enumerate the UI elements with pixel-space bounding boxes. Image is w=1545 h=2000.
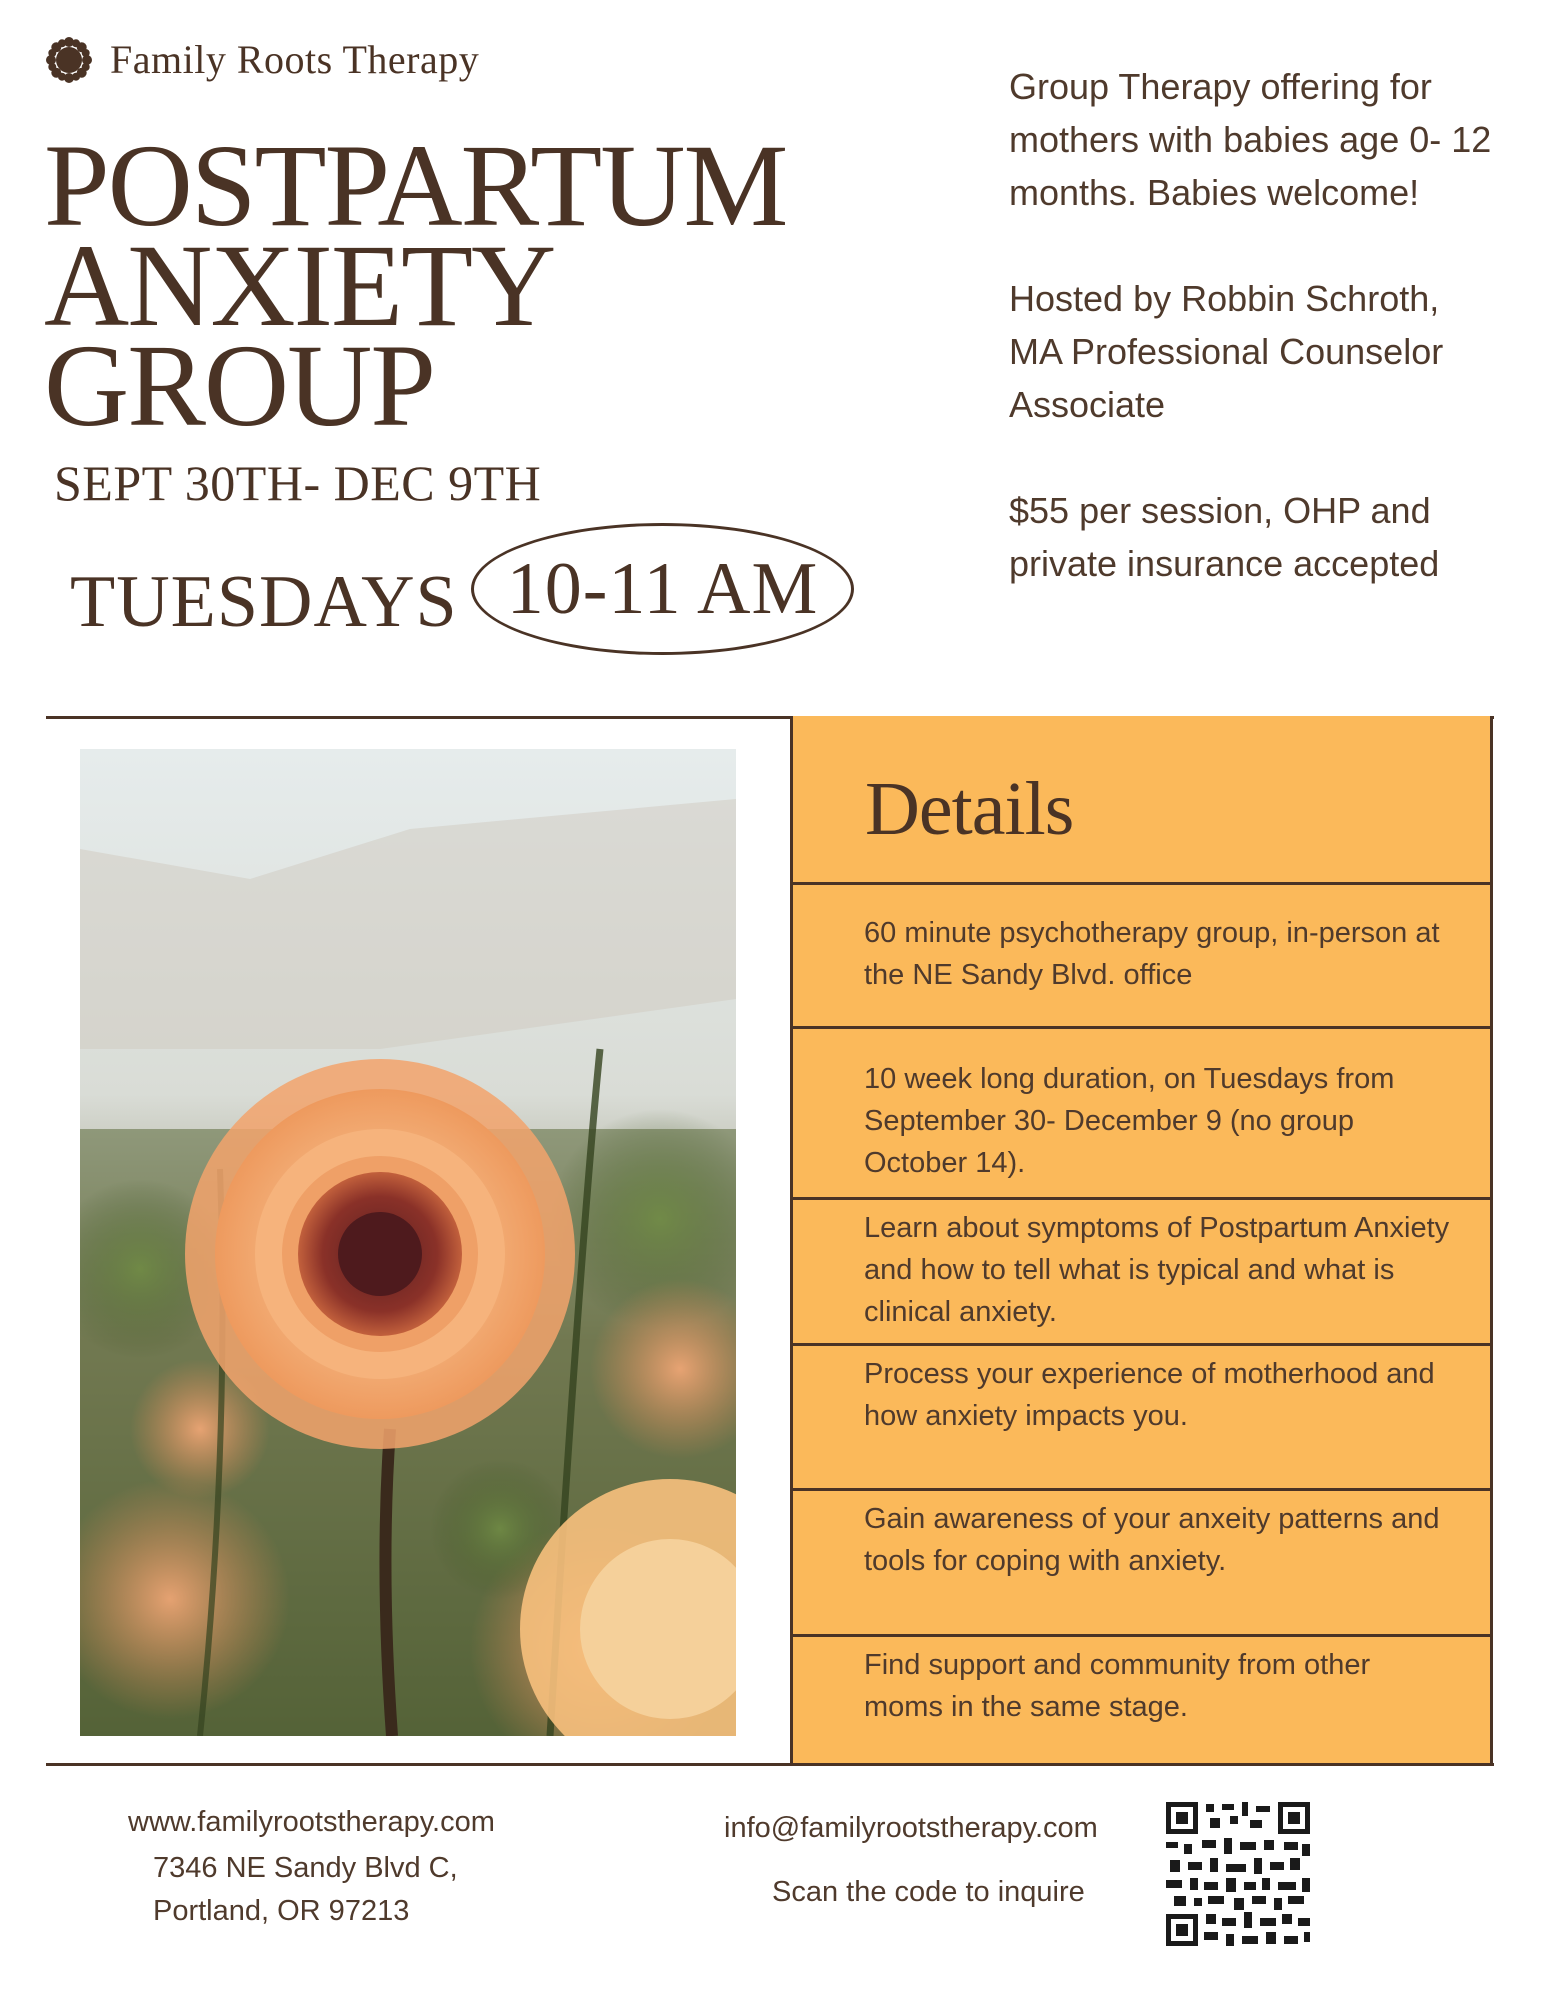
- scan-instruction: Scan the code to inquire: [772, 1876, 1085, 1908]
- meeting-time: 10-11 AM: [506, 547, 819, 630]
- details-divider: [793, 882, 1490, 885]
- info-column: [1009, 60, 1499, 643]
- details-divider: [793, 1197, 1490, 1200]
- details-panel: [790, 716, 1493, 1766]
- details-divider: [793, 1343, 1490, 1346]
- meeting-time-badge: [471, 523, 854, 655]
- email-link[interactable]: info@familyrootstherapy.com: [724, 1812, 1098, 1844]
- meeting-day: TUESDAYS: [70, 561, 458, 643]
- website-link[interactable]: www.familyrootstherapy.com: [128, 1806, 495, 1838]
- details-divider: [793, 1488, 1490, 1491]
- detail-item-3: Learn about symptoms of Postpartum Anxiety and how to tell what is typical and what is clinical anxiety.: [864, 1212, 1450, 1328]
- page-title: [44, 120, 804, 451]
- address-line-2: Portland, OR 97213: [153, 1895, 410, 1927]
- details-heading: Details: [865, 767, 1074, 851]
- detail-item-4: Process your experience of motherhood and how anxiety impacts you.: [864, 1358, 1435, 1432]
- price-text: $55 per session, OHP and private insurance accepted: [1009, 490, 1440, 584]
- qr-code-icon[interactable]: [1164, 1800, 1312, 1948]
- detail-item-2: 10 week long duration, on Tuesdays from September 30- December 9 (no group October 14).: [864, 1063, 1395, 1179]
- title-line-2: ANXIETY: [44, 220, 555, 351]
- title-line-3: GROUP: [44, 320, 434, 451]
- sun-flower-icon: [46, 37, 92, 83]
- divider-bottom: [46, 1763, 1494, 1766]
- brand-name: Family Roots Therapy: [110, 37, 480, 82]
- details-divider: [793, 1026, 1490, 1029]
- dahlia-illustration: [80, 749, 736, 1736]
- date-range: SEPT 30TH- DEC 9TH: [54, 455, 542, 511]
- title-line-1: POSTPARTUM: [44, 120, 787, 251]
- details-divider: [793, 1634, 1490, 1637]
- brand-logo: [46, 36, 479, 83]
- detail-item-5: Gain awareness of your anxeity patterns and tools for coping with anxiety.: [864, 1503, 1440, 1577]
- address-line-1: 7346 NE Sandy Blvd C,: [153, 1852, 458, 1884]
- offering-text: Group Therapy offering for mothers with babies age 0- 12 months. Babies welcome!: [1009, 66, 1492, 213]
- detail-item-6: Find support and community from other moms in the same stage.: [864, 1649, 1371, 1723]
- qr-code-graphic: [1164, 1800, 1312, 1948]
- detail-item-1: 60 minute psychotherapy group, in-person at the NE Sandy Blvd. office: [864, 917, 1440, 991]
- host-text: Hosted by Robbin Schroth, MA Professional Counselor Associate: [1009, 278, 1444, 425]
- dahlia-photo: [80, 749, 736, 1736]
